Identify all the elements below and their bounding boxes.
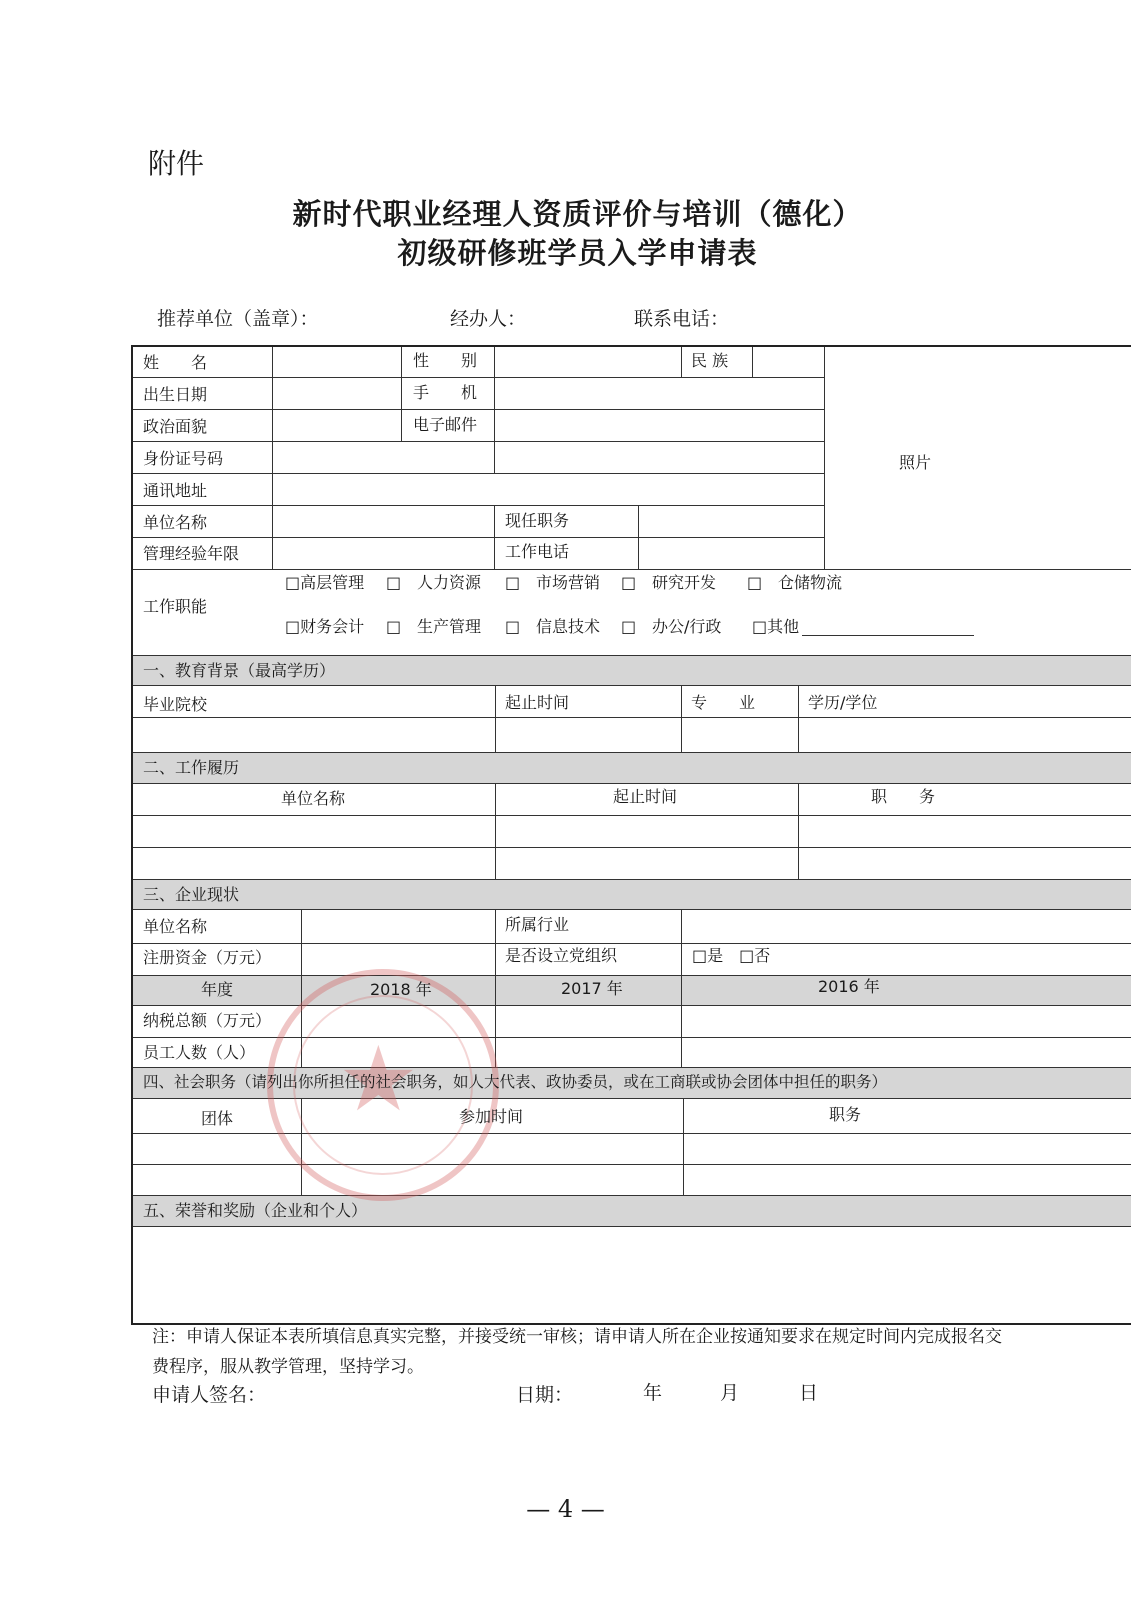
name-label: 姓 名 — [143, 353, 208, 372]
official-seal: ★ — [267, 969, 499, 1201]
address-label: 通讯地址 — [143, 481, 208, 500]
party-organization-label: 是否设立党组织 — [505, 946, 618, 965]
date-day-label: 日 — [799, 1382, 819, 1404]
enterprise-company-label: 单位名称 — [143, 917, 208, 936]
social-time-header: 参加时间 — [459, 1107, 524, 1126]
function-option: 仓储物流 — [778, 573, 843, 592]
other-fill-line[interactable] — [802, 635, 974, 636]
function-option[interactable]: □高层管理 — [285, 573, 365, 592]
gender-label: 性 别 — [413, 351, 478, 370]
annex-label: 附件 — [148, 147, 205, 180]
social-org-header: 团体 — [201, 1109, 234, 1128]
political-status-label: 政治面貌 — [143, 417, 208, 436]
page-number: — 4 — — [526, 1495, 605, 1523]
section-band-enterprise — [133, 879, 1131, 909]
note-line-1: 注：申请人保证本表所填信息真实完整，并接受统一审核；请申请人所在企业按通知要求在规定时间内完成报名交 — [152, 1327, 1002, 1347]
checkbox-icon[interactable]: □ — [747, 573, 763, 592]
year-2016: 2016 年 — [818, 977, 880, 996]
major-header: 专 业 — [691, 693, 756, 712]
company-name-label: 单位名称 — [143, 513, 208, 532]
ethnicity-label: 民 族 — [691, 351, 729, 370]
party-options[interactable]: □是 □否 — [692, 946, 771, 965]
section-enterprise-title: 三、企业现状 — [143, 885, 240, 904]
mobile-label: 手 机 — [413, 383, 478, 402]
function-option: 生产管理 — [417, 617, 482, 636]
function-option[interactable]: □其他 — [752, 617, 800, 636]
photo-label: 照片 — [899, 453, 932, 472]
year-2017: 2017 年 — [561, 979, 623, 998]
function-option: 人力资源 — [417, 573, 482, 592]
work-period-header: 起止时间 — [613, 787, 678, 806]
management-years-label: 管理经验年限 — [143, 544, 240, 563]
work-function-label: 工作职能 — [143, 597, 208, 616]
section-band-work — [133, 752, 1131, 783]
email-label: 电子邮件 — [413, 415, 478, 434]
function-option[interactable]: □财务会计 — [285, 617, 365, 636]
checkbox-icon[interactable]: □ — [621, 573, 637, 592]
section-social-title: 四、社会职务（请列出你所担任的社会职务，如人大代表、政协委员，或在工商联或协会团体中担任的职务） — [143, 1073, 888, 1091]
checkbox-icon[interactable]: □ — [621, 617, 637, 636]
year-2018: 2018 年 — [370, 980, 432, 999]
school-header: 毕业院校 — [143, 695, 208, 714]
contact-phone-label: 联系电话： — [634, 308, 730, 330]
year-row-band — [133, 975, 1131, 1005]
degree-header: 学历/学位 — [808, 693, 878, 712]
function-option: 研究开发 — [652, 573, 717, 592]
year-header: 年度 — [201, 980, 234, 999]
checkbox-icon[interactable]: □ — [505, 617, 521, 636]
tax-total-label: 纳税总额（万元） — [143, 1011, 272, 1030]
date-month-label: 月 — [720, 1382, 740, 1404]
date-year-label: 年 — [643, 1382, 663, 1404]
birth-date-label: 出生日期 — [143, 385, 208, 404]
current-position-label: 现任职务 — [505, 511, 570, 530]
signature-label: 申请人签名： — [152, 1384, 267, 1406]
work-company-header: 单位名称 — [281, 789, 346, 808]
checkbox-icon[interactable]: □ — [505, 573, 521, 592]
section-education-title: 一、教育背景（最高学历） — [143, 661, 336, 680]
edu-period-header: 起止时间 — [505, 693, 570, 712]
registered-capital-label: 注册资金（万元） — [143, 948, 272, 967]
social-position-header: 职务 — [829, 1105, 862, 1124]
handler-label: 经办人： — [450, 308, 527, 330]
form-title-line2: 初级研修班学员入学申请表 — [397, 236, 758, 270]
section-work-title: 二、工作履历 — [143, 758, 240, 777]
date-label: 日期： — [516, 1384, 574, 1406]
function-option: 信息技术 — [536, 617, 601, 636]
id-number-label: 身份证号码 — [143, 449, 224, 468]
form-title-line1: 新时代职业经理人资质评价与培训（德化） — [292, 197, 863, 231]
staff-count-label: 员工人数（人） — [143, 1043, 256, 1062]
function-option: 市场营销 — [536, 573, 601, 592]
work-phone-label: 工作电话 — [505, 542, 570, 561]
application-form-table — [131, 345, 1131, 1325]
industry-label: 所属行业 — [505, 915, 570, 934]
work-position-header: 职 务 — [871, 787, 936, 806]
function-option: 办公/行政 — [652, 617, 722, 636]
checkbox-icon[interactable]: □ — [386, 617, 402, 636]
note-line-2: 费程序，服从教学管理，坚持学习。 — [152, 1357, 424, 1377]
checkbox-icon[interactable]: □ — [386, 573, 402, 592]
recommender-label: 推荐单位（盖章）： — [157, 308, 319, 330]
section-honors-title: 五、荣誉和奖励（企业和个人） — [143, 1201, 368, 1220]
